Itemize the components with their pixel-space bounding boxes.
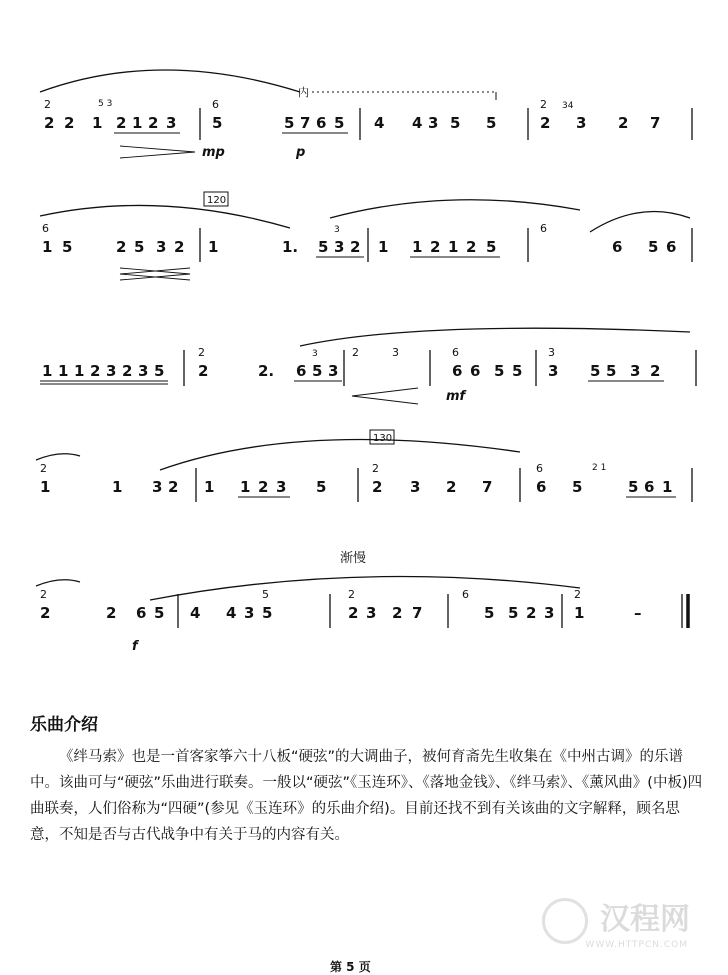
note: 2 xyxy=(90,362,101,380)
note: 3 xyxy=(576,114,587,132)
note: 5 xyxy=(486,238,497,256)
chord-note: 2 xyxy=(198,362,209,380)
note: 2 xyxy=(148,114,159,132)
note: 3 xyxy=(428,114,439,132)
note: 1 xyxy=(92,114,103,132)
measure-number-box xyxy=(204,192,228,206)
note: 1 xyxy=(112,478,123,496)
fingering-mark: 内 xyxy=(298,86,309,99)
note: 4 xyxy=(226,604,237,622)
chord-top: 2 xyxy=(348,588,355,601)
watermark-text: 汉程网 xyxy=(600,902,690,937)
note: 1 xyxy=(448,238,459,256)
chord-note: 1 xyxy=(40,478,51,496)
score-row-5 xyxy=(36,550,688,654)
watermark-logo-icon xyxy=(542,898,588,944)
chord-top: 2 xyxy=(40,588,47,601)
note: 1 xyxy=(662,478,673,496)
note: 1 xyxy=(58,362,69,380)
note: 1 xyxy=(208,238,219,256)
note: 3 xyxy=(276,478,287,496)
svg-text:130: 130 xyxy=(373,433,393,444)
svg-text:120: 120 xyxy=(207,195,227,206)
note: 2 xyxy=(466,238,477,256)
slur xyxy=(40,70,300,92)
note: 5 xyxy=(284,114,295,132)
chord-top: 6 xyxy=(212,98,219,111)
decrescendo xyxy=(120,146,195,158)
note: 5 xyxy=(316,478,327,496)
intro-paragraph: 《绊马索》也是一首客家筝六十八板“硬弦”的大调曲子，被何育斋先生收集在《中州古调》的乐谱中。该曲可与“硬弦”乐曲进行联奏。一般以“硬弦”《玉连环》、《落地金钱》、《绊马索》、《薰风曲》(中板)四曲联奏，人们俗称为“四硬”(参见《玉连环》的乐曲介绍)。目前还找不到有关该曲的文字解释，顾名思意，不知是否与古代战争中有关于马的内容有关。 xyxy=(30,749,703,843)
dynamic-mf: mf xyxy=(446,389,466,404)
note: 5 xyxy=(590,362,601,380)
note: 2 xyxy=(526,604,537,622)
note: 3 xyxy=(138,362,149,380)
note: 2 xyxy=(258,478,269,496)
decrescendo xyxy=(120,268,190,280)
note: 5 xyxy=(450,114,461,132)
note: 6 xyxy=(666,238,677,256)
note: 5 xyxy=(312,362,323,380)
note: 2 xyxy=(116,114,127,132)
slur xyxy=(36,580,80,586)
note: 3 xyxy=(244,604,255,622)
note: 2 xyxy=(116,238,127,256)
note: 6 xyxy=(296,362,307,380)
note: 3 xyxy=(152,478,163,496)
score-row-4 xyxy=(36,430,692,502)
slur xyxy=(330,200,580,218)
chord-note: 6 xyxy=(536,478,547,496)
chord-note: 2 xyxy=(40,604,51,622)
note: 7 xyxy=(412,604,423,622)
note: 6 xyxy=(612,238,623,256)
chord-top: 3 xyxy=(392,346,399,359)
note: 1 xyxy=(412,238,423,256)
note: 5 xyxy=(628,478,639,496)
note: 5 xyxy=(494,362,505,380)
chord-top: 6 xyxy=(540,222,547,235)
chord-top: 5 xyxy=(262,588,269,601)
note: 3 xyxy=(544,604,555,622)
note: 2 xyxy=(350,238,361,256)
note: 7 xyxy=(300,114,311,132)
chord-top: 2 xyxy=(352,346,359,359)
note: 2 xyxy=(168,478,179,496)
rest-dash: – xyxy=(634,604,642,622)
dynamic-f: f xyxy=(132,639,138,654)
chord-top: 2 xyxy=(198,346,205,359)
note: 2 xyxy=(174,238,185,256)
note: 5 xyxy=(334,114,345,132)
note: 2 xyxy=(122,362,133,380)
note: 5 xyxy=(486,114,497,132)
note: 1. xyxy=(282,238,299,256)
note: 2 xyxy=(430,238,441,256)
chord-top: 2 xyxy=(372,462,379,475)
note: 6 xyxy=(316,114,327,132)
note: 2 xyxy=(106,604,117,622)
chord-top: 2 xyxy=(44,98,51,111)
note: 4 xyxy=(190,604,201,622)
note: 5 xyxy=(154,362,165,380)
crescendo xyxy=(352,388,418,404)
note: 3 xyxy=(630,362,641,380)
note: 5 xyxy=(154,604,165,622)
measure-number-box xyxy=(370,430,394,444)
chord-note: 2 xyxy=(372,478,383,496)
note: 5 xyxy=(512,362,523,380)
note: 5 xyxy=(606,362,617,380)
chord-note: 1 xyxy=(574,604,585,622)
chord-top: 2 xyxy=(540,98,547,111)
slur xyxy=(36,454,80,460)
slur xyxy=(590,212,690,232)
chord-top: 2 xyxy=(40,462,47,475)
watermark xyxy=(540,892,710,952)
note: 4 xyxy=(374,114,385,132)
note: 2 xyxy=(64,114,75,132)
score-row-3 xyxy=(40,328,696,404)
note: 1 xyxy=(42,238,53,256)
grace-notes: 34 xyxy=(562,101,574,111)
note: 1 xyxy=(74,362,85,380)
note: 1 xyxy=(204,478,215,496)
chord-note: 6 xyxy=(452,362,463,380)
note: 5 xyxy=(318,238,329,256)
note: 1 xyxy=(132,114,143,132)
note: 2 xyxy=(392,604,403,622)
chord-note: 5 xyxy=(212,114,223,132)
triplet-mark: 3 xyxy=(312,349,318,359)
chord-top: 6 xyxy=(452,346,459,359)
note: 1 xyxy=(240,478,251,496)
note: 3 xyxy=(166,114,177,132)
chord-note: 2 xyxy=(348,604,359,622)
note: 6 xyxy=(470,362,481,380)
slur xyxy=(150,576,580,600)
note: 3 xyxy=(410,478,421,496)
note: 7 xyxy=(650,114,661,132)
slur xyxy=(40,205,290,228)
chord-note: 2 xyxy=(44,114,55,132)
note: 2 xyxy=(650,362,661,380)
note: 6 xyxy=(136,604,147,622)
note: 1 xyxy=(378,238,389,256)
note: 2. xyxy=(258,362,275,380)
score-row-1 xyxy=(40,70,692,160)
chord-top: 6 xyxy=(536,462,543,475)
note: 5 xyxy=(484,604,495,622)
slur xyxy=(160,440,520,470)
dynamic-mp: mp xyxy=(202,145,225,160)
slur xyxy=(300,328,690,346)
grace-notes: 5 3 xyxy=(98,99,113,109)
note: 5 xyxy=(648,238,659,256)
note: 3 xyxy=(366,604,377,622)
triplet-mark: 3 xyxy=(334,225,340,235)
note: 5 xyxy=(62,238,73,256)
note: 3 xyxy=(328,362,339,380)
chord-top: 6 xyxy=(462,588,469,601)
note: 3 xyxy=(106,362,117,380)
watermark-url: WWW.HTTPCN.COM xyxy=(585,940,688,950)
crescendo xyxy=(120,268,190,280)
note: 1 xyxy=(42,362,53,380)
note: 4 xyxy=(412,114,423,132)
page-number: 第 5 页 xyxy=(330,960,371,974)
dynamic-p: p xyxy=(296,145,306,160)
note: 3 xyxy=(334,238,345,256)
chord-note: 3 xyxy=(548,362,559,380)
note: 6 xyxy=(644,478,655,496)
note: 7 xyxy=(482,478,493,496)
chord-note: 5 xyxy=(262,604,273,622)
note: 5 xyxy=(572,478,583,496)
score-row-2 xyxy=(40,192,692,280)
note: 3 xyxy=(156,238,167,256)
note: 2 xyxy=(446,478,457,496)
grace-notes: 2 1 xyxy=(592,463,607,473)
chord-top: 3 xyxy=(548,346,555,359)
chord-note: 2 xyxy=(540,114,551,132)
note: 5 xyxy=(508,604,519,622)
section-title: 乐曲介绍 xyxy=(30,715,98,735)
chord-top: 6 xyxy=(42,222,49,235)
chord-top: 2 xyxy=(574,588,581,601)
tempo-mark-rall: 渐慢 xyxy=(340,551,367,566)
note: 5 xyxy=(134,238,145,256)
note: 2 xyxy=(618,114,629,132)
